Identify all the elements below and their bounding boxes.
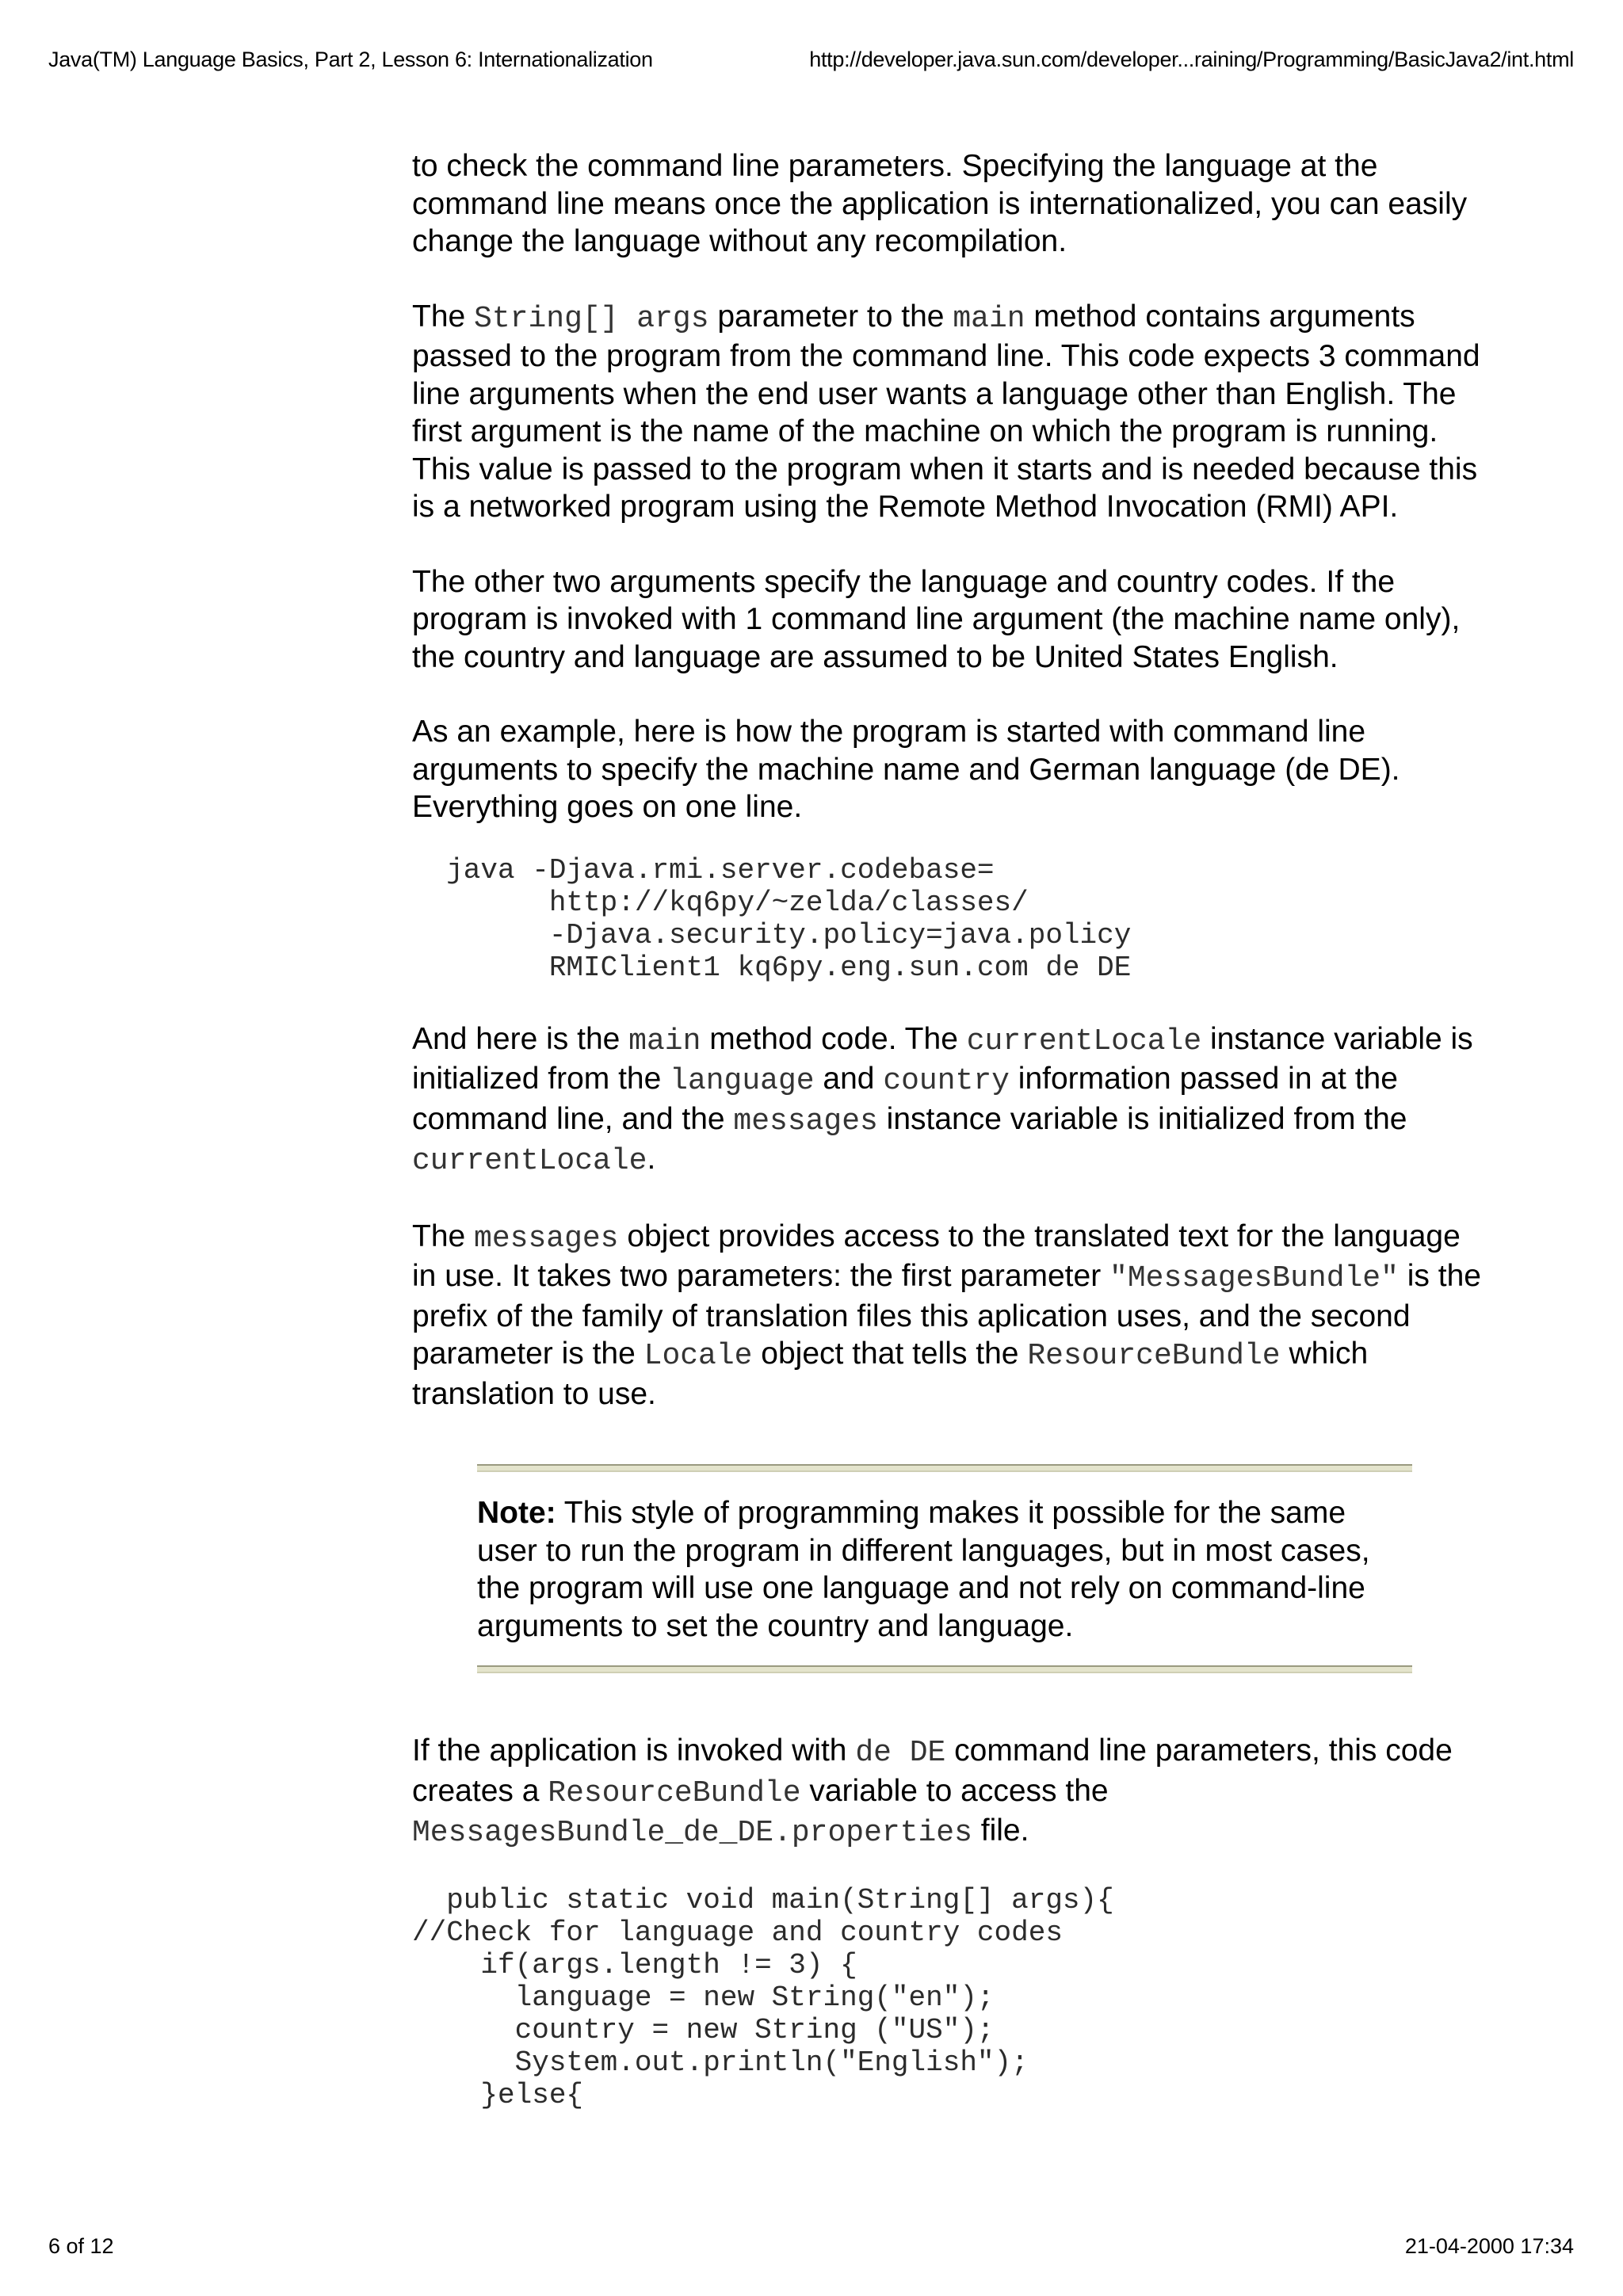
inline-code: currentLocale xyxy=(412,1144,647,1178)
inline-code: ResourceBundle xyxy=(1027,1339,1281,1373)
inline-code: messages xyxy=(474,1221,619,1256)
code-block-java-command: java -Djava.rmi.server.codebase= http://kq6py/~zelda/classes/ -Djava.security.policy=java.policy RMIClient1 kq6py.eng.sun.com de DE xyxy=(446,853,1132,984)
page-number: 6 of 12 xyxy=(48,2234,114,2258)
paragraph-resource-bundle: If the application is invoked with de DE command line parameters, this code creates a ResourceBundle variable to access the MessagesBundle_de_DE.properties file. xyxy=(412,1733,1453,1850)
note-text: Note: This style of programming makes it possible for the same user to run the program in different languages, but in most cases, the program will use one language and not rely on command-line arguments to set the country and language. xyxy=(477,1496,1370,1643)
code-block-main-method: public static void main(String[] args){ //Check for language and country codes if(args.length != 3) { language = new String("en"); country = new String ("US"); System.out.println("English"); }else{ xyxy=(412,1883,1114,2111)
note-top-rule xyxy=(477,1464,1412,1472)
inline-code: MessagesBundle_de_DE.properties xyxy=(412,1816,972,1850)
paragraph-main-method: And here is the main method code. The currentLocale instance variable is initialized from the language and country information passed in at the command line, and the messages instance variable is initialized from the currentLocale. xyxy=(412,1021,1473,1178)
print-timestamp: 21-04-2000 17:34 xyxy=(1404,2234,1574,2258)
inline-code: country xyxy=(883,1064,1010,1098)
page-header-url: http://developer.java.sun.com/developer...raining/Programming/BasicJava2/int.html xyxy=(809,48,1574,71)
paragraph-command-line-intro: to check the command line parameters. Specifying the language at the command line means once the application is internationalized, you can easily change the language without any recompilation. xyxy=(412,149,1468,258)
article-body xyxy=(412,147,1490,2111)
note-box xyxy=(477,1464,1412,1673)
inline-code: main xyxy=(628,1024,701,1058)
inline-code: String[] args xyxy=(474,301,709,336)
paragraph-messages-object: The messages object provides access to the translated text for the language in use. It takes two parameters: the first parameter "MessagesBundle" is the prefix of the family of translation files this aplication uses, and the second parameter is the Locale object that tells the ResourceBundle which translation to use. xyxy=(412,1219,1481,1411)
note-label: Note: xyxy=(477,1496,556,1530)
inline-code: Locale xyxy=(643,1339,753,1373)
note-bottom-rule xyxy=(477,1665,1412,1673)
paragraph-args-explanation: The String[] args parameter to the main method contains arguments passed to the program from the command line. This code expects 3 command line arguments when the end user wants a language other than English. The first argument is the name of the machine on which the program is running. This value is passed to the program when it starts and is needed because this is a networked program using the Remote Method Invocation (RMI) API. xyxy=(412,299,1480,524)
inline-code: language xyxy=(670,1064,815,1098)
inline-code: messages xyxy=(733,1104,878,1138)
inline-code: currentLocale xyxy=(966,1024,1202,1058)
inline-code: "MessagesBundle" xyxy=(1109,1261,1399,1295)
paragraph-language-country-codes: The other two arguments specify the language and country codes. If the program is invoked with 1 command line argument (the machine name only), the country and language are assumed to be United States English. xyxy=(412,564,1461,674)
inline-code: main xyxy=(953,301,1025,336)
inline-code: de DE xyxy=(855,1736,946,1770)
page-header-title: Java(TM) Language Basics, Part 2, Lesson 6: Internationalization xyxy=(48,48,653,71)
paragraph-example-intro: As an example, here is how the program is started with command line arguments to specify the machine name and German language (de DE). Everything goes on one line. xyxy=(412,715,1400,824)
inline-code: ResourceBundle xyxy=(548,1775,801,1810)
